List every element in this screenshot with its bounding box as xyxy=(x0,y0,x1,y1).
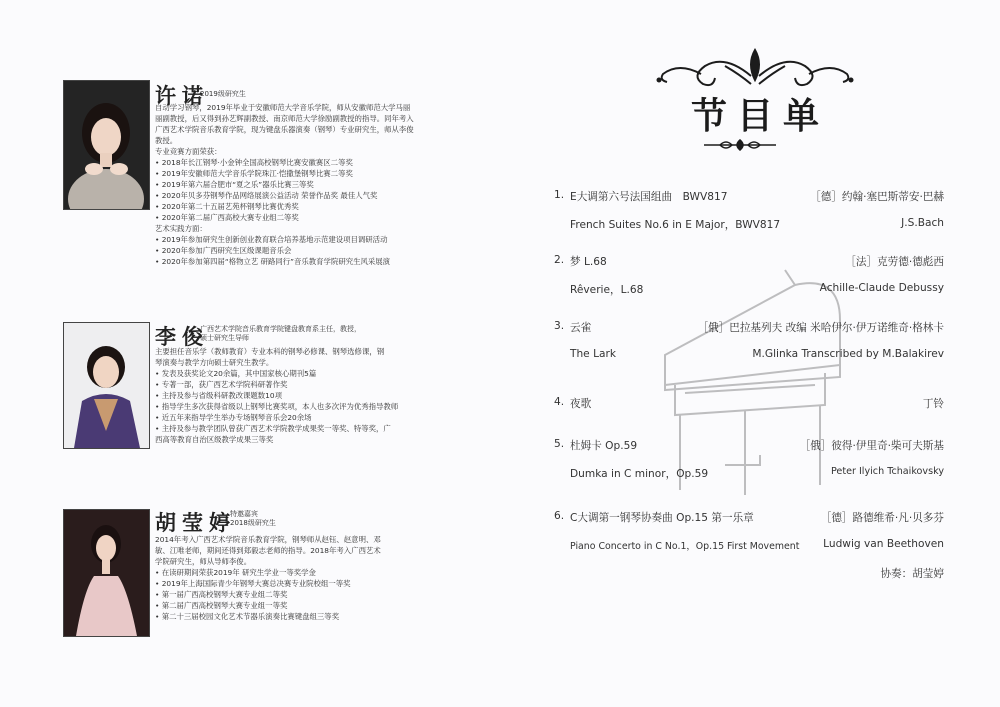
performer-name: 许诺 xyxy=(155,83,209,108)
bio-line: • 发表及获奖论文20余篇，其中国家核心期刊5篇 xyxy=(155,369,317,378)
programme-item-composer-en: M.Glinka Transcribed by M.Balakirev xyxy=(752,348,944,360)
bio-line: 学院研究生，师从导师李俊。 xyxy=(155,557,252,566)
bio-line: • 主持及参与省级科研教改课题数10项 xyxy=(155,391,282,400)
bio-line: • 2020年参加广西研究生区级课题音乐会 xyxy=(155,246,292,255)
programme-item-title-en: Rêverie，L.68 xyxy=(570,284,644,296)
programme-item-composer: ［俄］彼得·伊里奇·柴可夫斯基 xyxy=(799,440,944,452)
programme-item-title: C大调第一钢琴协奏曲 Op.15 第一乐章 xyxy=(570,512,754,524)
bio-line: 琴演奏与教学方向硕士研究生教学。 xyxy=(155,358,274,367)
performer-name: 胡莹婷 xyxy=(155,510,236,535)
programme-item-number: 5. xyxy=(554,438,565,450)
programme-item-composer: ［德］约翰·塞巴斯蒂安·巴赫 xyxy=(810,191,944,203)
bio-line: • 2018年长江钢琴·小金钟全国高校钢琴比赛安徽赛区二等奖 xyxy=(155,158,353,167)
bio-line: • 2019年参加研究生创新创业教育联合培养基地示范建设项目调研活动 xyxy=(155,235,388,244)
bio-line: • 2020年贝多芬钢琴作品网络展演公益活动 荣誉作品奖 最佳人气奖 xyxy=(155,191,378,200)
note-line: 2019级研究生 xyxy=(200,90,246,98)
performer-name: 李俊 xyxy=(155,324,209,349)
bio-line: 艺术实践方面： xyxy=(155,224,207,233)
programme-item-number: 3. xyxy=(554,320,565,332)
note-line: 2018级研究生 xyxy=(230,519,276,527)
bio-line: • 2020年第二十五届艺苑杯钢琴比赛优秀奖 xyxy=(155,202,299,211)
bio-line: 教授。 xyxy=(155,136,178,145)
bio-line: • 2019年安徽师范大学音乐学院珠江·恺撒堡钢琴比赛二等奖 xyxy=(155,169,353,178)
note-line: 特邀嘉宾 xyxy=(230,510,258,518)
programme-item-composer: ［俄］巴拉基列夫 改编 米哈伊尔·伊万诺维奇·格林卡 xyxy=(697,322,944,334)
bio-line: 自动学习钢琴，2019年毕业于安徽师范大学音乐学院，师从安徽师范大学马丽 xyxy=(155,103,411,112)
accompaniment-credit: 协奏：胡莹婷 xyxy=(880,568,944,580)
performer-photo-hu-yingting xyxy=(63,509,150,637)
bio-line: 广西艺术学院音乐教育学院，现为键盘乐器演奏（钢琴）专业研究生，师从李俊 xyxy=(155,125,414,134)
programme-title: 节目单 xyxy=(690,95,829,137)
performer-photo-xu-nuo xyxy=(63,80,150,210)
programme-item-title-en: The Lark xyxy=(570,348,616,360)
bio-line: • 专著一部，获广西艺术学院科研著作奖 xyxy=(155,380,288,389)
performer-note xyxy=(230,510,276,528)
programme-item-title: 夜歌 xyxy=(570,398,592,410)
programme-item-composer-en: Ludwig van Beethoven xyxy=(823,538,944,550)
programme-item-composer-en: Achille-Claude Debussy xyxy=(819,282,944,294)
bio-line: • 2020年第二届广西高校大赛专业组二等奖 xyxy=(155,213,299,222)
performer-note xyxy=(200,90,246,99)
note-line: 广西艺术学院音乐教育学院键盘教育系主任，教授， xyxy=(200,325,361,333)
bio-line: • 在读研期间荣获2019年 研究生学业一等奖学金 xyxy=(155,568,316,577)
programme-item-title-en: Dumka in C minor，Op.59 xyxy=(570,468,709,480)
bio-line: • 第二十三届校园文化艺术节器乐演奏比赛键盘组三等奖 xyxy=(155,612,340,621)
programme-item-number: 6. xyxy=(554,510,565,522)
programme-item-number: 4. xyxy=(554,396,565,408)
programme-item-number: 2. xyxy=(554,254,565,266)
bio-line: • 第二届广西高校钢琴大赛专业组一等奖 xyxy=(155,601,288,610)
bio-line: • 2019年第六届合肥市“夏之乐”器乐比赛三等奖 xyxy=(155,180,314,189)
programme-item-title-en: French Suites No.6 in E Major，BWV817 xyxy=(570,219,781,231)
bio-line: 主要担任音乐学（教师教育）专业本科的钢琴必修课、钢琴选修课，钢 xyxy=(155,347,385,356)
performer-bio xyxy=(155,102,414,267)
flourish-ornament-icon xyxy=(700,138,780,152)
flourish-ornament-icon xyxy=(655,44,855,90)
bio-line: 西高等教育自治区级教学成果三等奖 xyxy=(155,435,274,444)
programme-item-composer-en: Peter Ilyich Tchaikovsky xyxy=(830,466,944,477)
bio-line: • 2019年上海国际青少年钢琴大赛总决赛专业院校组一等奖 xyxy=(155,579,351,588)
bio-line: • 第一届广西高校钢琴大赛专业组二等奖 xyxy=(155,590,288,599)
programme-item-title-en: Piano Concerto in C No.1，Op.15 First Movement xyxy=(570,541,800,552)
programme-item-title: 云雀 xyxy=(570,322,592,334)
programme-item-composer-en: J.S.Bach xyxy=(901,217,944,229)
programme-item-number: 1. xyxy=(554,189,565,201)
performer-bio xyxy=(155,534,381,622)
performer-photo-li-jun xyxy=(63,322,150,449)
programme-item-title: 杜姆卡 Op.59 xyxy=(570,440,638,452)
programme-item-title: 梦 L.68 xyxy=(570,256,607,268)
bio-line: • 近五年来指导学生举办专场钢琴音乐会20余场 xyxy=(155,413,312,422)
bio-line: • 2020年参加第四届“格物立艺 研路同行”音乐教育学院研究生风采展演 xyxy=(155,257,391,266)
bio-line: 专业竞赛方面荣获： xyxy=(155,147,222,156)
bio-line: 丽副教授，后又得到孙艺辉副教授、南京师范大学徐励副教授的指导。同年考入 xyxy=(155,114,414,123)
bio-line: • 指导学生多次获得省级以上钢琴比赛奖项，本人也多次评为优秀指导教师 xyxy=(155,402,399,411)
programme-item-composer: ［德］路德维希·凡·贝多芬 xyxy=(820,512,944,524)
bio-line: 2014年考入广西艺术学院音乐教育学院，钢琴师从赵钰、赵意明、邓 xyxy=(155,535,381,544)
performer-bio xyxy=(155,346,398,445)
programme-item-composer: ［法］克劳德·德彪西 xyxy=(845,256,944,268)
bio-line: 敏、江唯老师，期间还得到郑毅志老师的指导。2018年考入广西艺术 xyxy=(155,546,381,555)
programme-item-title: E大调第六号法国组曲 BWV817 xyxy=(570,191,728,203)
bio-line: • 主持及参与教学团队曾获广西艺术学院教学成果奖一等奖、特等奖，广 xyxy=(155,424,391,433)
performer-note xyxy=(200,325,361,343)
programme-item-composer: 丁铃 xyxy=(922,398,944,410)
note-line: 硕士研究生导师 xyxy=(200,334,249,342)
